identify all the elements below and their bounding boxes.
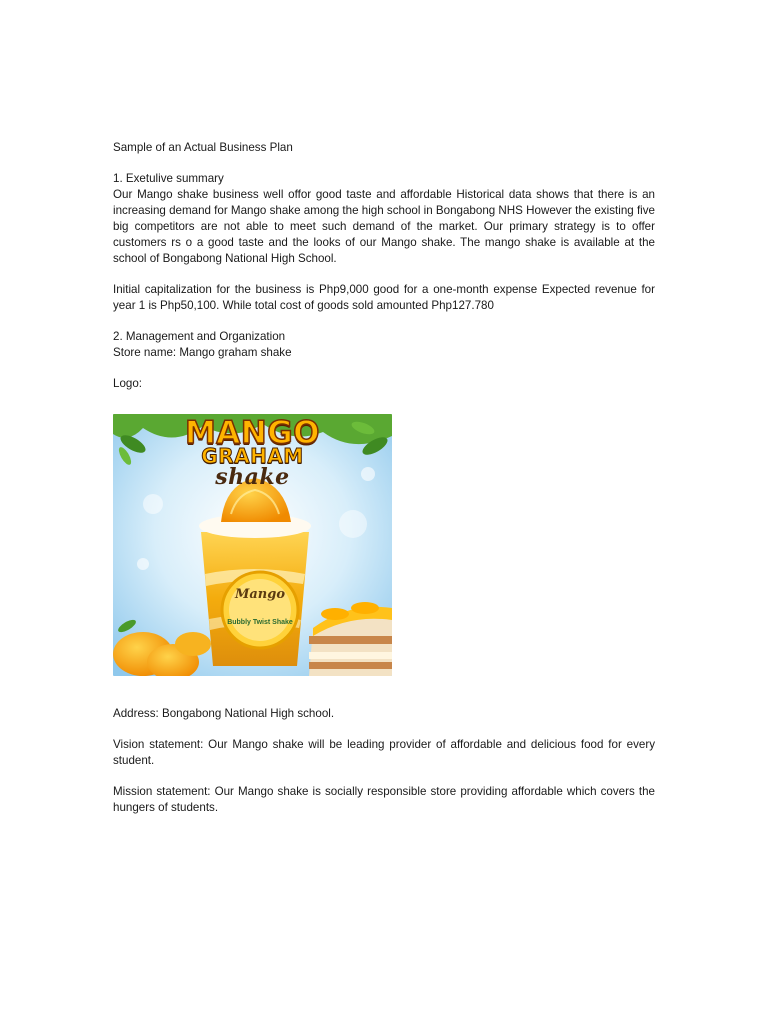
store-logo-image [113,414,392,676]
section2-title: 2. Management and Organization [113,330,286,343]
logo-title-line1: MANGO [184,415,321,451]
section1-title: 1. Exetulive summary [113,172,224,185]
document-body [113,140,655,816]
logo-label: Logo: [113,377,143,390]
logo-title-line3: shake [215,464,290,490]
address: Address: Bongabong National High school. [113,707,335,720]
logo-title-line2: GRAHAM [201,444,304,468]
section1-paragraph2: Initial capitalization for the business is Php9,000 good for a one-month expense Expected revenue for year 1 is Php50,100. While total cost of goods sold amounted Php127.780 [113,283,655,312]
logo-badge-text: Mango [234,587,286,602]
section1-paragraph1: Our Mango shake business well offor good taste and affordable Historical data shows that there is an increasing demand for Mango shake among the high school in Bongabong NHS However the existing five big competitors are not able to meet such demand of the market. Our primary strategy is to offer customers rs o a good taste and the looks of our Mango shake. The mango shake is available at the school of Bongabong National High School. [113,188,656,265]
store-name: Store name: Mango graham shake [113,346,292,359]
vision-statement: Vision statement: Our Mango shake will be leading provider of affordable and delicious food for every student. [113,738,655,767]
mission-statement: Mission statement: Our Mango shake is socially responsible store providing affordable which covers the hungers of students. [113,785,655,814]
logo-badge-subtext: Bubbly Twist Shake [227,619,293,626]
document-heading: Sample of an Actual Business Plan [113,141,293,154]
